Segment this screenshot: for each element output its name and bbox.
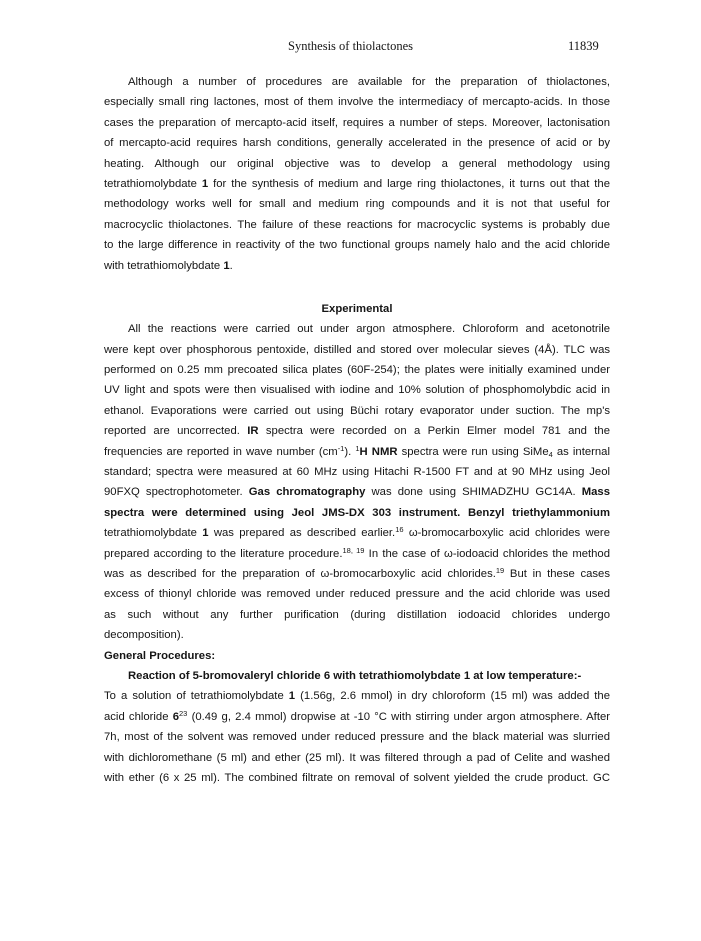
text-line: especially small ring lactones, most of them involve the intermediacy of mercapto-acids. In those: [104, 96, 610, 109]
text-line: spectra were determined using Jeol JMS-DX 303 instrument. Benzyl triethylammonium: [104, 506, 610, 519]
compound-ref: 1: [223, 259, 230, 272]
text-line: methodology works well for small and medium ring compounds and it is not that useful for: [104, 198, 610, 211]
text-line: tetrathiomolybdate 1 for the synthesis of medium and large ring thiolactones, it turns out that the: [104, 177, 610, 190]
citation: 16: [395, 525, 404, 535]
text-line: ethanol. Evaporations were carried out using Büchi rotary evaporator under suction. The mp's: [104, 404, 610, 417]
compound-ref: 1: [202, 527, 209, 540]
text-line: excess of thionyl chloride was removed under reduced pressure and the acid chloride was used: [104, 588, 610, 601]
citation: 23: [179, 708, 188, 718]
citation: 19: [495, 565, 505, 575]
intro-paragraph: [104, 72, 610, 276]
text-line: 90FXQ spectrophotometer. Gas chromatography was done using SHIMADZHU GC14A. Mass: [104, 486, 610, 499]
text-line: 7h, most of the solvent was removed under reduced pressure and the black material was slurried: [104, 731, 610, 744]
text-line: performed on 0.25 mm precoated silica plates (60F-254); the plates were initially examined under: [104, 364, 610, 377]
text-line: prepared according to the literature procedure.$^{18, 19}$ In the case of ω-iodoacid chlorides the method: [104, 545, 611, 560]
text-line: was as described for the preparation of ω-bromocarboxylic acid chlorides.$^{19}$ But in these cases: [104, 565, 610, 580]
procedure-paragraph: [104, 686, 610, 788]
experimental-paragraph: [104, 319, 610, 645]
general-procedures-heading: General Procedures:: [104, 649, 216, 662]
compound-ref: 1: [288, 690, 296, 703]
page-body: [104, 72, 610, 788]
citation: 18, 19: [342, 545, 365, 555]
text-line: with dichloromethane (5 ml) and ether (25 ml). It was filtered through a pad of Celite and washed: [104, 751, 610, 764]
text-line: of mercapto-acid requires harsh conditions, generally accelerated in the presence of acid or by: [104, 137, 610, 150]
text-line: acid chloride $6^{23}$ (0.49 g, 2.4 mmol) dropwise at -10 °C with stirring under argon atmosphere. After: [104, 708, 610, 723]
text-line: with tetrathiomolybdate 1.: [104, 259, 233, 272]
experimental-heading: Experimental: [321, 302, 393, 315]
text-line: standard; spectra were measured at 60 MHz using Hitachi R-1500 FT and at 90 MHz using Jeol: [104, 466, 610, 479]
text-line: heating. Although our original objective was to develop a general methodology using: [104, 157, 610, 170]
text-line: cases the preparation of mercapto-acid itself, requires a number of steps. Moreover, lactonisation: [104, 116, 610, 129]
text-line: decomposition).: [104, 629, 184, 642]
text-line: to the large difference in reactivity of the two functional groups namely halo and the acid chloride: [104, 239, 610, 252]
text-line: macrocyclic thiolactones. The failure of these reactions for macrocyclic systems is probably due: [104, 218, 610, 231]
running-title: Synthesis of thiolactones: [288, 39, 413, 53]
text-line: reported are uncorrected. IR spectra were recorded on a Perkin Elmer model 781 and the: [104, 425, 610, 438]
compound-ref: 1: [201, 177, 209, 190]
procedure-subheading: Reaction of 5-bromovaleryl chloride 6 with tetrathiomolybdate 1 at low temperature:-: [128, 669, 582, 682]
text-line: were kept over phosphorous pentoxide, distilled and stored over molecular sieves (4Å). TLC was: [104, 343, 610, 356]
text-line: All the reactions were carried out under argon atmosphere. Chloroform and acetonotrile: [128, 323, 610, 336]
text-line: tetrathiomolybdate 1 was prepared as described earlier.$^{16}$ ω-bromocarboxylic acid chlorides were: [104, 525, 610, 540]
running-header: [0, 39, 701, 55]
page-number: 11839: [568, 39, 599, 53]
text-line: frequencies are reported in wave number $(cm^{-1})$. $^1$H NMR spectra were run using SiMe$_4$ as internal: [104, 443, 610, 459]
text-line: Although a number of procedures are available for the preparation of thiolactones,: [128, 76, 610, 88]
text-line: as such without any further purification (during distillation iodoacid chlorides undergo: [104, 608, 610, 621]
text-line: UV light and spots were then visualised with iodine and 10% solution of phosphomolybdic acid in: [104, 384, 610, 397]
text-line: with ether (6 x 25 ml). The combined filtrate on removal of solvent yielded the crude product. GC: [104, 771, 610, 784]
compound-ref: 6: [172, 710, 180, 723]
text-line: To a solution of tetrathiomolybdate 1 (1.56g, 2.6 mmol) in dry chloroform (15 ml) was added the: [104, 690, 610, 703]
